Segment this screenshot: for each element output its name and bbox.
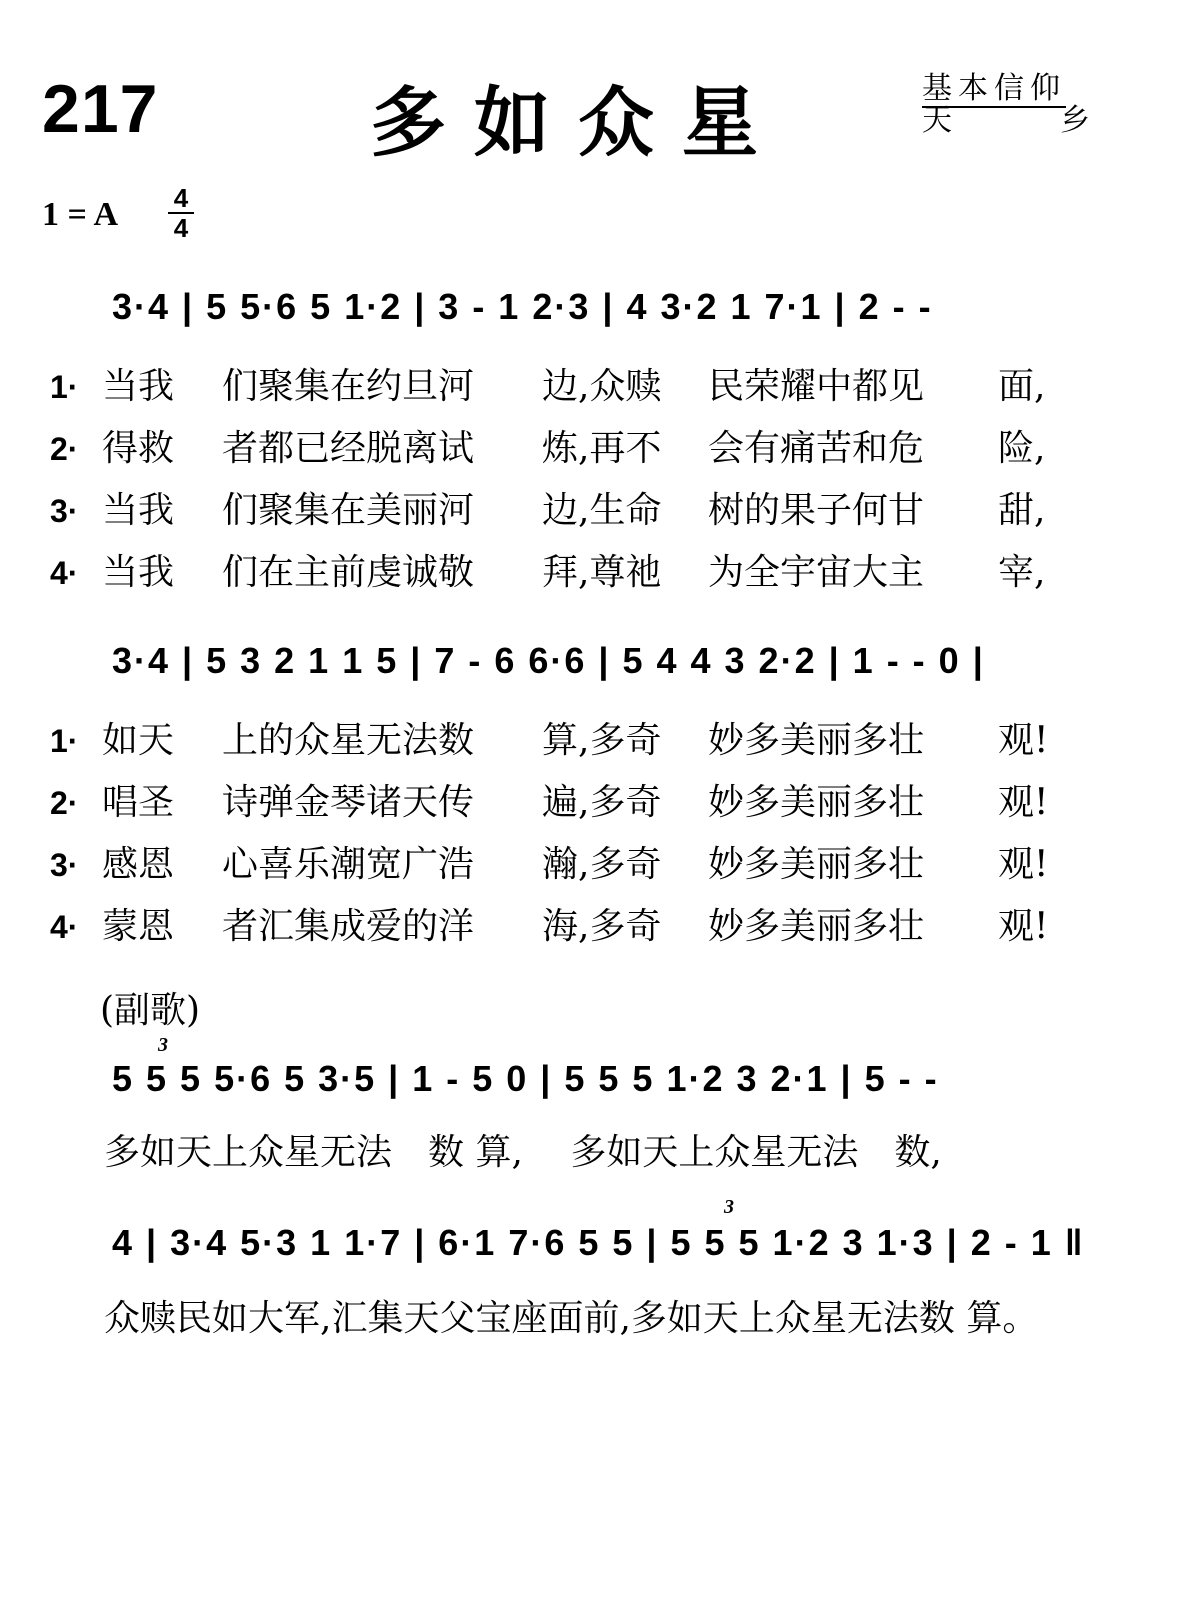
notation-line-2 [0,640,1200,720]
verse-row [50,364,1046,410]
author-second-char: 乡 [1060,103,1090,138]
verse-number: 1· [50,369,79,405]
lyric-segment: 诗弹金琴诸天传 [222,782,475,823]
author-first-char: 天 [922,103,952,138]
verse-number: 4· [50,909,79,945]
time-numerator: 4 [173,183,189,213]
verse-row [50,842,1049,888]
verse-row [50,550,1046,596]
time-signature [168,184,194,242]
verse-row [50,426,1046,472]
lyric-segment: 妙多美丽多壮 [708,906,925,947]
verse-number: 3· [50,847,79,883]
hymn-title: 多如众星 [370,78,786,167]
chorus-notation-line-2: 4 | 3·4 5·3 1 1·7 | 6·1 7·6 5 5 | 5 5 5 1·2 3 1·3 | 2 - 1 ‖ [112,1222,1085,1263]
verse-number: 1· [50,723,79,759]
lyric-segment: 感恩 [102,844,175,885]
notation-text: 3·4 | 5 3 2 1 1 5 | 7 - 6 6·6 | 5 4 4 3 2·2 | 1 - - 0 | [112,640,985,681]
lyric-segment: 们在主前虔诚敬 [222,552,475,593]
lyric-segment: 会有痛苦和危 [708,428,925,469]
verse-row [50,904,1049,950]
lyric-segment: 边,众赎 [542,366,662,407]
chorus-lyric-line-1: 多如天上众星无法 数 算, 多如天上众星无法 数, [104,1132,942,1173]
lyric-segment: 当我 [102,552,175,593]
verse-number: 4· [50,555,79,591]
triplet-mark: 3 [724,1196,734,1218]
lyric-segment: 妙多美丽多壮 [708,782,925,823]
lyric-segment: 观! [998,906,1049,947]
lyric-segment: 观! [998,782,1049,823]
lyric-segment: 宰, [998,552,1046,593]
lyric-segment: 险, [998,428,1046,469]
lyric-segment: 心喜乐潮宽广浩 [222,844,475,885]
lyric-segment: 面, [998,366,1046,407]
verse-number: 2· [50,431,79,467]
lyric-segment: 甜, [998,490,1046,531]
lyric-segment: 如天 [102,720,175,761]
lyric-segment: 妙多美丽多壮 [708,720,925,761]
lyric-segment: 者汇集成爱的洋 [222,906,475,947]
lyric-segment: 瀚,多奇 [542,844,662,885]
lyric-segment: 算,多奇 [542,720,662,761]
chorus-notation-line-1: 5 5 5 5·6 5 3·5 | 1 - 5 0 | 5 5 5 1·2 3 2·1 | 5 - - [112,1058,939,1099]
lyric-segment: 树的果子何甘 [708,490,925,531]
lyric-segment: 当我 [102,490,175,531]
lyric-segment: 观! [998,844,1049,885]
notation-line-1 [0,286,1200,366]
lyric-segment: 炼,再不 [542,428,662,469]
lyric-segment: 蒙恩 [102,906,175,947]
lyric-segment: 拜,尊祂 [542,552,662,593]
lyric-segment: 得救 [102,428,175,469]
chorus-label: (副歌) [100,990,201,1031]
chorus-lyric-line-2: 众赎民如大军,汇集天父宝座面前,多如天上众星无法数 算。 [104,1298,1039,1339]
key-signature: 1 = A [42,196,119,233]
verse-row [50,488,1046,534]
hymn-number: 217 [42,71,159,147]
hymn-category: 基本信仰 [922,71,1066,106]
verse-row [50,780,1049,826]
lyric-segment: 边,生命 [542,490,662,531]
lyric-segment: 当我 [102,366,175,407]
lyric-segment: 为全宇宙大主 [708,552,925,593]
notation-text: 3·4 | 5 5·6 5 1·2 | 3 - 1 2·3 | 4 3·2 1 7·1 | 2 - - [112,286,933,327]
lyric-segment: 海,多奇 [542,906,662,947]
lyric-segment: 遍,多奇 [542,782,662,823]
lyric-segment: 者都已经脱离试 [222,428,475,469]
lyric-segment: 们聚集在约旦河 [222,366,475,407]
hymn-author [922,104,1090,138]
triplet-mark: 3 [158,1034,168,1056]
lyric-segment: 妙多美丽多壮 [708,844,925,885]
verse-row [50,718,1049,764]
lyric-segment: 上的众星无法数 [222,720,475,761]
time-denominator: 4 [168,212,194,242]
verse-number: 2· [50,785,79,821]
lyric-segment: 唱圣 [102,782,175,823]
verse-number: 3· [50,493,79,529]
lyric-segment: 观! [998,720,1049,761]
lyric-segment: 民荣耀中都见 [708,366,925,407]
lyric-segment: 们聚集在美丽河 [222,490,475,531]
